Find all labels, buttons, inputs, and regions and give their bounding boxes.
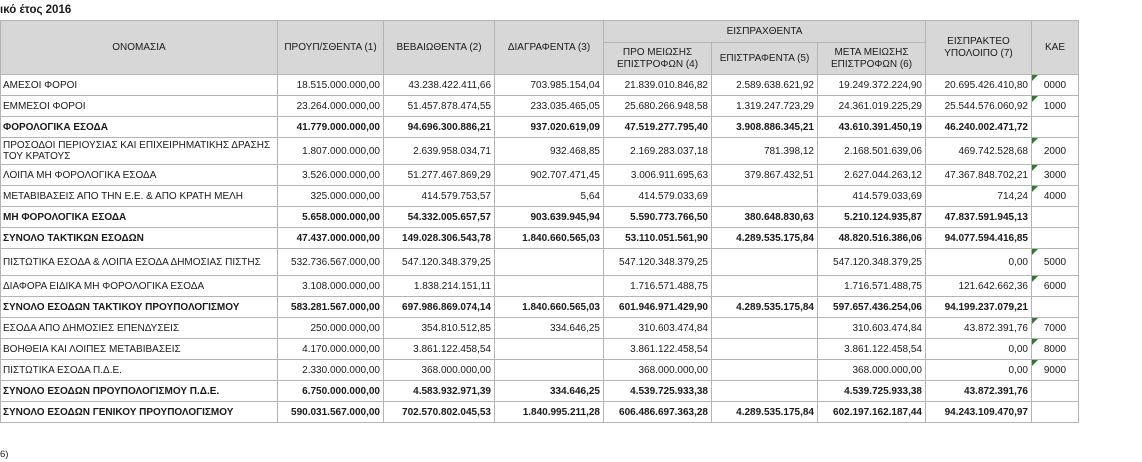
cell-certified: 51.457.878.474,55 bbox=[384, 96, 495, 117]
cell-after-refunds: 310.603.474,84 bbox=[818, 318, 926, 339]
cell-refunded bbox=[712, 360, 818, 381]
cell-after-refunds: 48.820.516.386,06 bbox=[818, 228, 926, 249]
cell-refunded: 4.289.535.175,84 bbox=[712, 297, 818, 318]
cell-deleted: 932.468,85 bbox=[495, 138, 604, 165]
row-name: ΕΜΜΕΣΟΙ ΦΟΡΟΙ bbox=[1, 96, 278, 117]
row-name: ΣΥΝΟΛΟ ΕΣΟΔΩΝ ΓΕΝΙΚΟΥ ΠΡΟΥΠΟΛΟΓΙΣΜΟΥ bbox=[1, 402, 278, 423]
table-row bbox=[1, 339, 1079, 360]
table-row bbox=[1, 297, 1079, 318]
cell-after-refunds: 43.610.391.450,19 bbox=[818, 117, 926, 138]
row-name: ΒΟΗΘΕΙΑ ΚΑΙ ΛΟΙΠΕΣ ΜΕΤΑΒΙΒΑΣΕΙΣ bbox=[1, 339, 278, 360]
cell-receivable: 25.544.576.060,92 bbox=[926, 96, 1032, 117]
cell-receivable: 43.872.391,76 bbox=[926, 318, 1032, 339]
cell-code bbox=[1032, 297, 1079, 318]
cell-budgeted: 47.437.000.000,00 bbox=[278, 228, 384, 249]
cell-code: 2000 bbox=[1032, 138, 1079, 165]
cell-refunded bbox=[712, 276, 818, 297]
cell-certified: 43.238.422.411,66 bbox=[384, 75, 495, 96]
row-name: ΠΡΟΣΟΔΟΙ ΠΕΡΙΟΥΣΙΑΣ ΚΑΙ ΕΠΙΧΕΙΡΗΜΑΤΙΚΗΣ ΔΡΑΣΗΣ ΤΟΥ ΚΡΑΤΟΥΣ bbox=[1, 138, 278, 165]
header-collected: ΕΙΣΠΡΑΧΘΕΝΤΑ bbox=[604, 21, 926, 43]
cell-budgeted: 2.330.000.000,00 bbox=[278, 360, 384, 381]
cell-after-refunds: 602.197.162.187,44 bbox=[818, 402, 926, 423]
cell-receivable: 47.367.848.702,21 bbox=[926, 165, 1032, 186]
cell-certified: 4.583.932.971,39 bbox=[384, 381, 495, 402]
cell-before-refunds: 21.839.010.846,82 bbox=[604, 75, 712, 96]
row-name: ΣΥΝΟΛΟ ΤΑΚΤΙΚΩΝ ΕΣΟΔΩΝ bbox=[1, 228, 278, 249]
cell-receivable: 714,24 bbox=[926, 186, 1032, 207]
cell-receivable: 94.243.109.470,97 bbox=[926, 402, 1032, 423]
cell-receivable: 94.077.594.416,85 bbox=[926, 228, 1032, 249]
cell-refunded bbox=[712, 318, 818, 339]
cell-budgeted: 23.264.000.000,00 bbox=[278, 96, 384, 117]
cell-budgeted: 532.736.567.000,00 bbox=[278, 249, 384, 276]
row-name: ΕΣΟΔΑ ΑΠΟ ΔΗΜΟΣΙΕΣ ΕΠΕΝΔΥΣΕΙΣ bbox=[1, 318, 278, 339]
cell-budgeted: 5.658.000.000,00 bbox=[278, 207, 384, 228]
row-name: ΠΙΣΤΩΤΙΚΑ ΕΣΟΔΑ Π.Δ.Ε. bbox=[1, 360, 278, 381]
cell-code: 7000 bbox=[1032, 318, 1079, 339]
header-budgeted: ΠΡΟΥΠ/ΣΘΕΝΤΑ (1) bbox=[278, 21, 384, 75]
row-name: ΛΟΙΠΑ ΜΗ ΦΟΡΟΛΟΓΙΚΑ ΕΣΟΔΑ bbox=[1, 165, 278, 186]
cell-deleted bbox=[495, 360, 604, 381]
table-row bbox=[1, 165, 1079, 186]
cell-before-refunds: 1.716.571.488,75 bbox=[604, 276, 712, 297]
cell-after-refunds: 2.627.044.263,12 bbox=[818, 165, 926, 186]
cell-refunded bbox=[712, 186, 818, 207]
cell-certified: 1.838.214.151,11 bbox=[384, 276, 495, 297]
cell-certified: 354.810.512,85 bbox=[384, 318, 495, 339]
cell-before-refunds: 310.603.474,84 bbox=[604, 318, 712, 339]
cell-certified: 414.579.753,57 bbox=[384, 186, 495, 207]
header-refunded: ΕΠΙΣΤΡΑΦΕΝΤΑ (5) bbox=[712, 43, 818, 75]
table-row bbox=[1, 207, 1079, 228]
cell-before-refunds: 601.946.971.429,90 bbox=[604, 297, 712, 318]
cell-receivable: 46.240.002.471,72 bbox=[926, 117, 1032, 138]
cell-refunded: 1.319.247.723,29 bbox=[712, 96, 818, 117]
cell-budgeted: 250.000.000,00 bbox=[278, 318, 384, 339]
table-row bbox=[1, 381, 1079, 402]
cell-code bbox=[1032, 381, 1079, 402]
cell-before-refunds: 25.680.266.948,58 bbox=[604, 96, 712, 117]
table-row bbox=[1, 360, 1079, 381]
cell-after-refunds: 19.249.372.224,90 bbox=[818, 75, 926, 96]
cell-certified: 3.861.122.458,54 bbox=[384, 339, 495, 360]
table-row bbox=[1, 228, 1079, 249]
table-row bbox=[1, 276, 1079, 297]
cell-code: 8000 bbox=[1032, 339, 1079, 360]
cell-code: 1000 bbox=[1032, 96, 1079, 117]
cell-receivable: 0,00 bbox=[926, 249, 1032, 276]
cell-after-refunds: 5.210.124.935,87 bbox=[818, 207, 926, 228]
cell-certified: 697.986.869.074,14 bbox=[384, 297, 495, 318]
cell-after-refunds: 1.716.571.488,75 bbox=[818, 276, 926, 297]
header-deleted: ΔΙΑΓΡΑΦΕΝΤΑ (3) bbox=[495, 21, 604, 75]
row-name: ΜΗ ΦΟΡΟΛΟΓΙΚΑ ΕΣΟΔΑ bbox=[1, 207, 278, 228]
cell-code bbox=[1032, 117, 1079, 138]
cell-after-refunds: 368.000.000,00 bbox=[818, 360, 926, 381]
cell-deleted: 903.639.945,94 bbox=[495, 207, 604, 228]
cell-budgeted: 4.170.000.000,00 bbox=[278, 339, 384, 360]
page-title: ικό έτος 2016 bbox=[0, 4, 72, 16]
cell-receivable: 47.837.591.945,13 bbox=[926, 207, 1032, 228]
cell-deleted: 5,64 bbox=[495, 186, 604, 207]
row-name: ΔΙΑΦΟΡΑ ΕΙΔΙΚΑ ΜΗ ΦΟΡΟΛΟΓΙΚΑ ΕΣΟΔΑ bbox=[1, 276, 278, 297]
cell-after-refunds: 24.361.019.225,29 bbox=[818, 96, 926, 117]
cell-code: 4000 bbox=[1032, 186, 1079, 207]
row-name: ΑΜΕΣΟΙ ΦΟΡΟΙ bbox=[1, 75, 278, 96]
cell-certified: 702.570.802.045,53 bbox=[384, 402, 495, 423]
cell-deleted: 334.646,25 bbox=[495, 318, 604, 339]
cell-budgeted: 18.515.000.000,00 bbox=[278, 75, 384, 96]
cell-code: 9000 bbox=[1032, 360, 1079, 381]
table-row bbox=[1, 249, 1079, 276]
cell-before-refunds: 368.000.000,00 bbox=[604, 360, 712, 381]
cell-code: 6000 bbox=[1032, 276, 1079, 297]
cell-refunded: 4.289.535.175,84 bbox=[712, 402, 818, 423]
cell-before-refunds: 5.590.773.766,50 bbox=[604, 207, 712, 228]
cell-certified: 368.000.000,00 bbox=[384, 360, 495, 381]
cell-budgeted: 3.526.000.000,00 bbox=[278, 165, 384, 186]
cell-after-refunds: 414.579.033,69 bbox=[818, 186, 926, 207]
cell-refunded bbox=[712, 339, 818, 360]
cell-before-refunds: 53.110.051.561,90 bbox=[604, 228, 712, 249]
cell-receivable: 121.642.662,36 bbox=[926, 276, 1032, 297]
row-name: ΠΙΣΤΩΤΙΚΑ ΕΣΟΔΑ & ΛΟΙΠΑ ΕΣΟΔΑ ΔΗΜΟΣΙΑΣ ΠΙΣΤΗΣ bbox=[1, 249, 278, 276]
table-row bbox=[1, 75, 1079, 96]
cell-deleted: 334.646,25 bbox=[495, 381, 604, 402]
cell-receivable: 20.695.426.410,80 bbox=[926, 75, 1032, 96]
cell-certified: 54.332.005.657,57 bbox=[384, 207, 495, 228]
header-before-refunds: ΠΡΟ ΜΕΙΩΣΗΣ ΕΠΙΣΤΡΟΦΩΝ (4) bbox=[604, 43, 712, 75]
cell-before-refunds: 3.006.911.695,63 bbox=[604, 165, 712, 186]
table-row bbox=[1, 96, 1079, 117]
row-name: ΣΥΝΟΛΟ ΕΣΟΔΩΝ ΠΡΟΥΠΟΛΟΓΙΣΜΟΥ Π.Δ.Ε. bbox=[1, 381, 278, 402]
header-code: ΚΑΕ bbox=[1032, 21, 1079, 75]
cell-before-refunds: 547.120.348.379,25 bbox=[604, 249, 712, 276]
cell-certified: 547.120.348.379,25 bbox=[384, 249, 495, 276]
cell-budgeted: 41.779.000.000,00 bbox=[278, 117, 384, 138]
cell-refunded: 2.589.638.621,92 bbox=[712, 75, 818, 96]
cell-refunded: 379.867.432,51 bbox=[712, 165, 818, 186]
cell-budgeted: 3.108.000.000,00 bbox=[278, 276, 384, 297]
cell-deleted bbox=[495, 276, 604, 297]
row-name: ΣΥΝΟΛΟ ΕΣΟΔΩΝ ΤΑΚΤΙΚΟΥ ΠΡΟΥΠΟΛΟΓΙΣΜΟΥ bbox=[1, 297, 278, 318]
cell-code bbox=[1032, 402, 1079, 423]
table-row bbox=[1, 318, 1079, 339]
cell-receivable: 43.872.391,76 bbox=[926, 381, 1032, 402]
cell-before-refunds: 414.579.033,69 bbox=[604, 186, 712, 207]
revenue-table bbox=[0, 20, 1079, 423]
footnote: 6) bbox=[0, 449, 9, 460]
cell-refunded bbox=[712, 249, 818, 276]
cell-after-refunds: 597.657.436.254,06 bbox=[818, 297, 926, 318]
cell-receivable: 94.199.237.079,21 bbox=[926, 297, 1032, 318]
row-name: ΜΕΤΑΒΙΒΑΣΕΙΣ ΑΠΟ ΤΗΝ Ε.Ε. & ΑΠΟ ΚΡΑΤΗ ΜΕΛΗ bbox=[1, 186, 278, 207]
header-certified: ΒΕΒΑΙΩΘΕΝΤΑ (2) bbox=[384, 21, 495, 75]
cell-certified: 51.277.467.869,29 bbox=[384, 165, 495, 186]
cell-code bbox=[1032, 207, 1079, 228]
cell-deleted bbox=[495, 339, 604, 360]
cell-code: 3000 bbox=[1032, 165, 1079, 186]
cell-code bbox=[1032, 228, 1079, 249]
cell-before-refunds: 606.486.697.363,28 bbox=[604, 402, 712, 423]
row-name: ΦΟΡΟΛΟΓΙΚΑ ΕΣΟΔΑ bbox=[1, 117, 278, 138]
cell-budgeted: 325.000.000,00 bbox=[278, 186, 384, 207]
header-after-refunds: ΜΕΤΑ ΜΕΙΩΣΗΣ ΕΠΙΣΤΡΟΦΩΝ (6) bbox=[818, 43, 926, 75]
cell-after-refunds: 3.861.122.458,54 bbox=[818, 339, 926, 360]
cell-certified: 94.696.300.886,21 bbox=[384, 117, 495, 138]
cell-budgeted: 583.281.567.000,00 bbox=[278, 297, 384, 318]
cell-refunded: 380.648.830,63 bbox=[712, 207, 818, 228]
cell-budgeted: 590.031.567.000,00 bbox=[278, 402, 384, 423]
cell-after-refunds: 2.168.501.639,06 bbox=[818, 138, 926, 165]
table-row bbox=[1, 117, 1079, 138]
cell-before-refunds: 3.861.122.458,54 bbox=[604, 339, 712, 360]
cell-code: 5000 bbox=[1032, 249, 1079, 276]
cell-receivable: 0,00 bbox=[926, 339, 1032, 360]
cell-deleted: 1.840.660.565,03 bbox=[495, 228, 604, 249]
table-row bbox=[1, 138, 1079, 165]
cell-deleted bbox=[495, 249, 604, 276]
cell-deleted: 233.035.465,05 bbox=[495, 96, 604, 117]
cell-budgeted: 1.807.000.000,00 bbox=[278, 138, 384, 165]
table-row bbox=[1, 402, 1079, 423]
table-row bbox=[1, 186, 1079, 207]
cell-before-refunds: 47.519.277.795,40 bbox=[604, 117, 712, 138]
header-name: ΟΝΟΜΑΣΙΑ bbox=[1, 21, 278, 75]
cell-before-refunds: 4.539.725.933,38 bbox=[604, 381, 712, 402]
cell-certified: 149.028.306.543,78 bbox=[384, 228, 495, 249]
cell-refunded bbox=[712, 381, 818, 402]
cell-deleted: 902.707.471,45 bbox=[495, 165, 604, 186]
header-receivable: ΕΙΣΠΡΑΚΤΕΟ ΥΠΟΛΟΙΠΟ (7) bbox=[926, 21, 1032, 75]
cell-refunded: 781.398,12 bbox=[712, 138, 818, 165]
cell-refunded: 4.289.535.175,84 bbox=[712, 228, 818, 249]
cell-refunded: 3.908.886.345,21 bbox=[712, 117, 818, 138]
cell-receivable: 469.742.528,68 bbox=[926, 138, 1032, 165]
cell-code: 0000 bbox=[1032, 75, 1079, 96]
cell-deleted: 1.840.995.211,28 bbox=[495, 402, 604, 423]
cell-receivable: 0,00 bbox=[926, 360, 1032, 381]
cell-budgeted: 6.750.000.000,00 bbox=[278, 381, 384, 402]
cell-before-refunds: 2.169.283.037,18 bbox=[604, 138, 712, 165]
cell-deleted: 937.020.619,09 bbox=[495, 117, 604, 138]
cell-after-refunds: 4.539.725.933,38 bbox=[818, 381, 926, 402]
cell-deleted: 1.840.660.565,03 bbox=[495, 297, 604, 318]
cell-deleted: 703.985.154,04 bbox=[495, 75, 604, 96]
cell-certified: 2.639.958.034,71 bbox=[384, 138, 495, 165]
cell-after-refunds: 547.120.348.379,25 bbox=[818, 249, 926, 276]
